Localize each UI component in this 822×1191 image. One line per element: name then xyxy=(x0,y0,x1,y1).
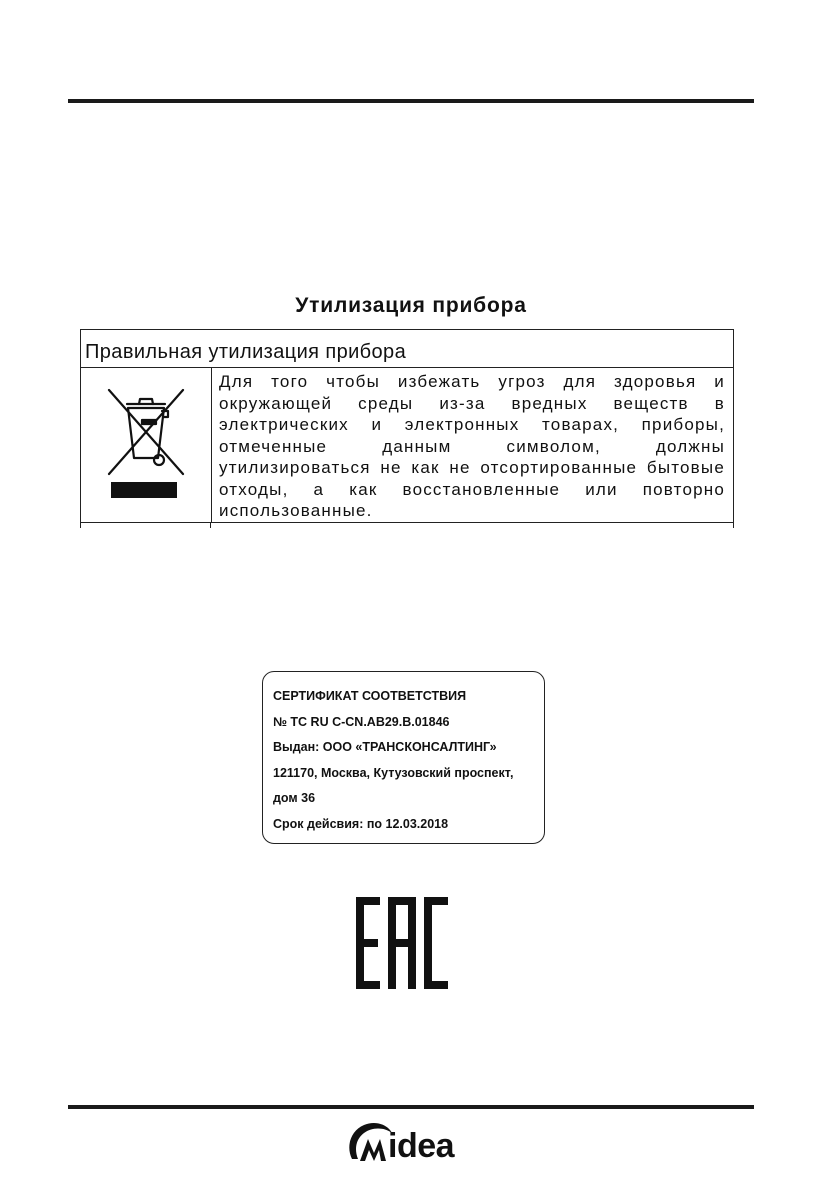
icon-cell xyxy=(81,368,212,523)
table-corner-tick xyxy=(80,522,81,528)
table-bottom-border xyxy=(80,522,734,523)
table-row xyxy=(81,368,733,523)
certificate-address-house: дом 36 xyxy=(273,791,316,805)
text-line: Для того чтобы избежать угроз для здоровья и xyxy=(219,372,725,391)
certificate-issuer: Выдан: ООО «ТРАНСКОНСАЛТИНГ» xyxy=(273,740,497,754)
underline-bar xyxy=(111,482,177,498)
table-corner-tick xyxy=(733,522,734,528)
text-line: отходы, а как восстановленные или повторно xyxy=(219,479,725,499)
brand-logo xyxy=(346,1119,476,1169)
table-divider-tick xyxy=(210,522,211,528)
certificate-validity: Срок дейсвия: по 12.03.2018 xyxy=(273,816,449,831)
certificate-title: СЕРТИФИКАТ СООТВЕТСТВИЯ xyxy=(273,689,467,703)
table-header: Правильная утилизация прибора xyxy=(81,330,733,368)
eac-mark-icon xyxy=(356,897,448,989)
disposal-text xyxy=(219,371,725,522)
certificate-address: 121170, Москва, Кутузовский проспект, xyxy=(273,765,514,780)
disposal-table xyxy=(80,329,734,523)
text-line: использованные. xyxy=(219,501,373,520)
section-title: Утилизация прибора xyxy=(295,294,527,317)
brand-name: idea xyxy=(388,1127,455,1165)
text-line: окружающей среды из-за вредных веществ в xyxy=(219,393,725,413)
certificate-box xyxy=(262,671,545,844)
top-rule xyxy=(68,99,754,103)
crossed-out-wheelie-bin-icon xyxy=(103,386,189,478)
text-line: отмеченные данным символом, должны xyxy=(219,436,725,456)
bottom-rule xyxy=(68,1105,754,1109)
certificate-number: № TC RU C-CN.AB29.B.01846 xyxy=(273,714,450,729)
text-line: электрических и электронных товарах, приборы, xyxy=(219,415,725,434)
text-line: утилизироваться не как не отсортированные бытовые xyxy=(219,458,725,477)
